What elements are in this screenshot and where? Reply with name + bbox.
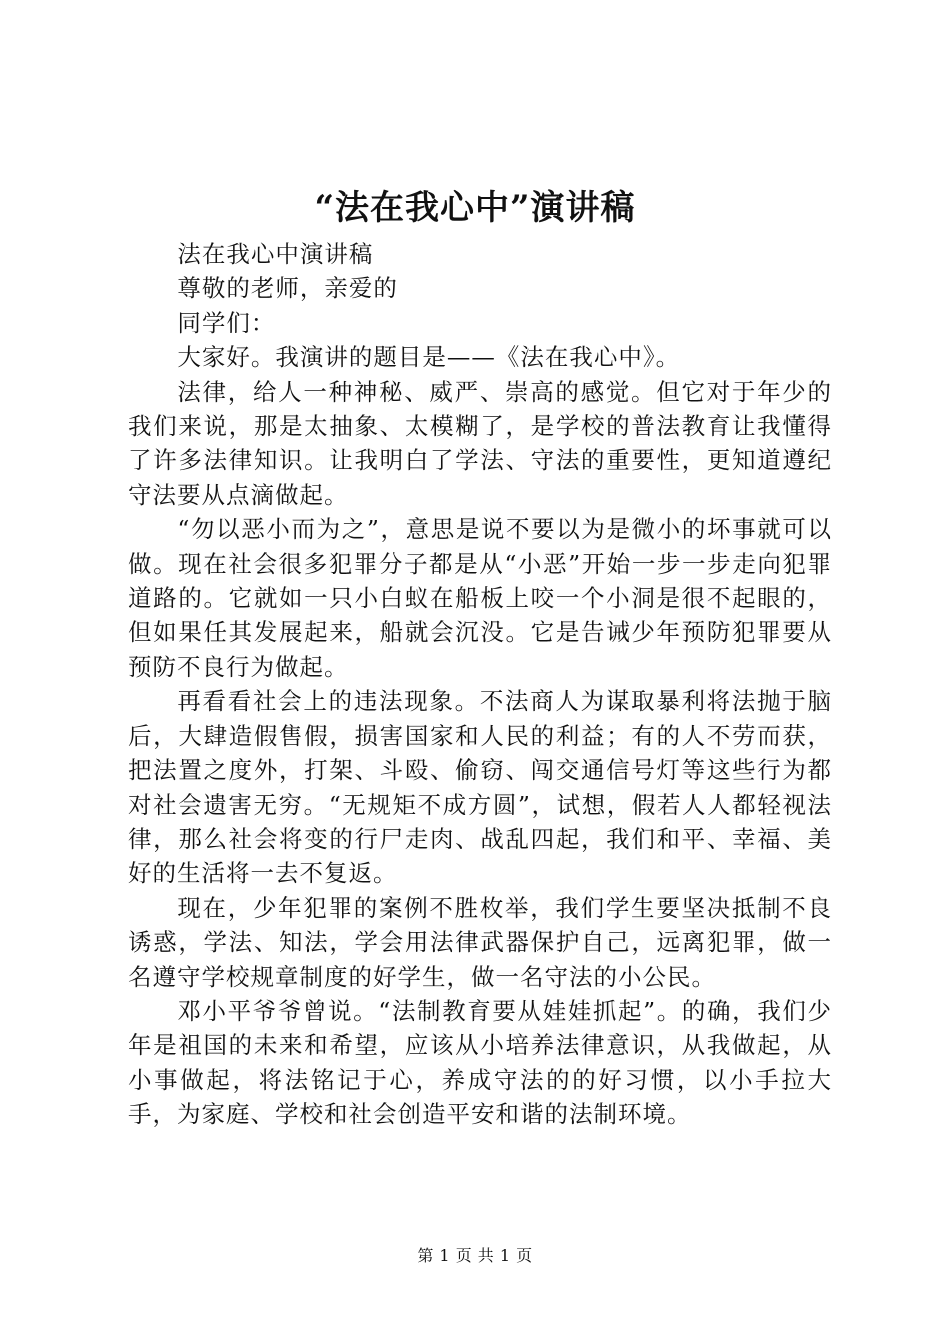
paragraph-body: 现在，少年犯罪的案例不胜枚举，我们学生要坚决抵制不良诱惑，学法、知法，学会用法律武器保护自己，远离犯罪，做一名遵守学校规章制度的好学生，做一名守法的小公民。 <box>128 893 832 991</box>
paragraph-heading-repeat: 法在我心中演讲稿 <box>177 240 374 268</box>
paragraph-salutation: 尊敬的老师，亲爱的 <box>177 274 398 303</box>
document-title: “法在我心中”演讲稿 <box>314 188 636 228</box>
document-body <box>128 237 832 1132</box>
paragraph-body: 法律，给人一种神秘、威严、崇高的感觉。但它对于年少的我们来说，那是太抽象、太模糊了，是学校的普法教育让我懂得了许多法律知识。让我明白了学法、守法的重要性，更知道遵纪守法要从点滴做起。 <box>128 377 832 509</box>
paragraph-body: 邓小平爷爷曾说。“法制教育要从娃娃抓起”。的确，我们少年是祖国的未来和希望，应该从小培养法律意识，从我做起，从小事做起，将法铭记于心，养成守法的的好习惯，以小手拉大手，为家庭、学校和社会创造平安和谐的法制环境。 <box>128 996 832 1129</box>
paragraph-body: 再看看社会上的违法现象。不法商人为谋取暴利将法抛于脑后，大肆造假售假，损害国家和人民的利益；有的人不劳而获，把法置之度外，打架、斗殴、偷窃、闯交通信号灯等这些行为都对社会遗害无穷。“无规矩不成方圆”，试想，假若人人都轻视法律，那么社会将变的行尸走肉、战乱四起，我们和平、幸福、美好的生活将一去不复返。 <box>128 687 832 888</box>
paragraph-greeting: 大家好。我演讲的题目是——《法在我心中》。 <box>177 343 681 372</box>
paragraph-body: “勿以恶小而为之”，意思是说不要以为是微小的坏事就可以做。现在社会很多犯罪分子都是从“小恶”开始一步一步走向犯罪道路的。它就如一只小白蚁在船板上咬一个小洞是很不起眼的，但如果任其发展起来，船就会沉没。它是告诫少年预防犯罪要从预防不良行为做起。 <box>128 515 832 681</box>
paragraph-salutation-cont: 同学们： <box>177 308 276 337</box>
page-number-footer: 第 1 页 共 1 页 <box>417 1246 533 1265</box>
